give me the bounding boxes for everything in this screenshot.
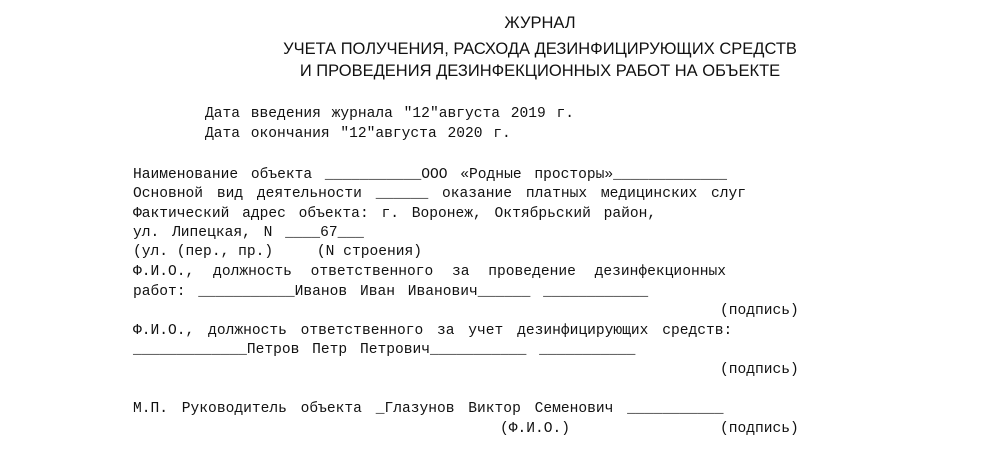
object-name-line: Наименование объекта ___________ООО «Родные просторы»_____________ [133,167,728,183]
journal-start-date: Дата введения журнала "12"августа 2019 г. [205,106,575,122]
responsible-agents-line1: Ф.И.О., должность ответственного за учет дезинфицирующих средств: [133,323,733,339]
responsible-works-line2: работ: ___________Иванов Иван Иванович______ ____________ [133,284,649,300]
journal-subtitle-line1: УЧЕТА ПОЛУЧЕНИЯ, РАСХОДА ДЕЗИНФИЦИРУЮЩИХ СРЕДСТВ [283,40,797,58]
journal-title: ЖУРНАЛ [504,14,576,32]
responsible-works-line1: Ф.И.О., должность ответственного за проведение дезинфекционных [133,264,726,280]
signature-hint: (подпись) [720,362,799,378]
activity-line: Основной вид деятельности ______ оказание платных медицинских слуг [133,186,747,202]
head-of-object-line: М.П. Руководитель объекта _Глазунов Виктор Семенович ___________ [133,401,724,417]
signature-hint: (подпись) [720,303,799,319]
fio-hint: (Ф.И.О.) [500,421,571,437]
responsible-agents-line2: _____________Петров Петр Петрович___________ ___________ [133,342,636,358]
street-line: ул. Липецкая, N ____67___ [133,225,364,241]
journal-end-date: Дата окончания "12"августа 2020 г. [205,126,511,142]
journal-subtitle-line2: И ПРОВЕДЕНИЯ ДЕЗИНФЕКЦИОННЫХ РАБОТ НА ОБЪЕКТЕ [299,62,781,80]
signature-hint: (подпись) [720,421,799,437]
street-hint: (ул. (пер., пр.) (N строения) [133,244,423,260]
address-line: Фактический адрес объекта: г. Воронеж, Октябрьский район, [133,206,657,222]
